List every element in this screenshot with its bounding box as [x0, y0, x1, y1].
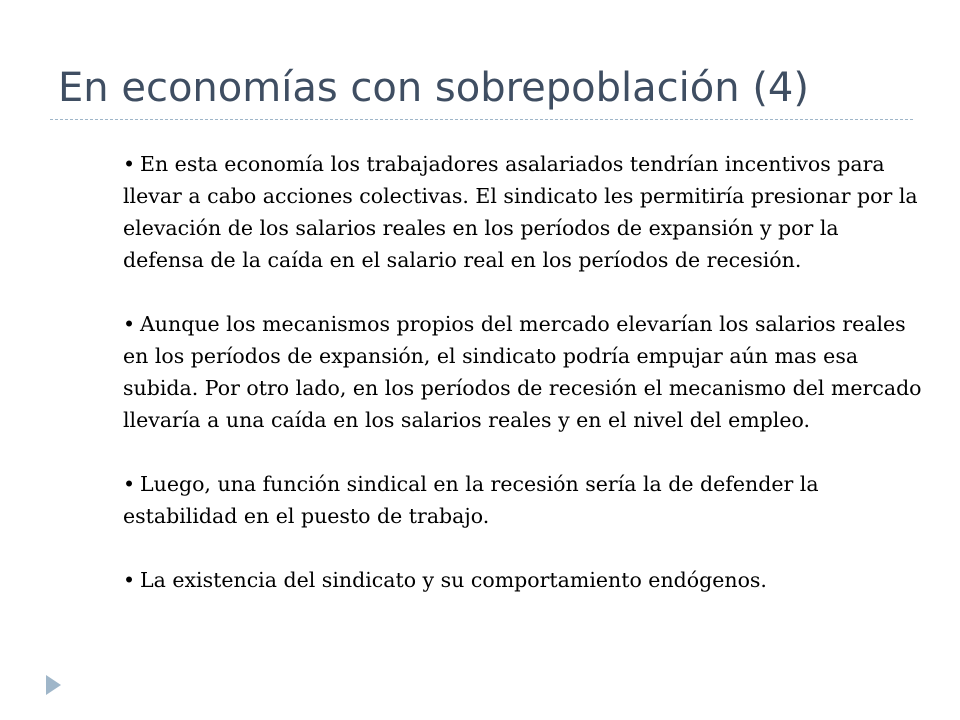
bullet-item: [123, 564, 923, 596]
bullet-marker: •: [123, 472, 136, 496]
slide-title: En economías con sobrepoblación (4): [58, 65, 809, 111]
bullet-marker: •: [123, 152, 136, 176]
bullet-text: Luego, una función sindical en la recesión sería la de defender la estabilidad en el puesto de trabajo.: [123, 472, 819, 528]
bullet-item: [123, 148, 923, 276]
bullet-text: La existencia del sindicato y su comportamiento endógenos.: [140, 568, 767, 592]
bullet-text: En esta economía los trabajadores asalariados tendrían incentivos para llevar a cabo acciones colectivas. El sindicato les permitiría presionar por la elevación de los salarios reales en los períodos de expansión y por la defensa de la caída en el salario real en los períodos de recesión.: [123, 152, 918, 272]
bullet-list: [123, 148, 923, 596]
bullet-item: [123, 308, 923, 436]
title-divider: [50, 119, 913, 120]
triangle-right-icon: [46, 675, 61, 695]
bullet-marker: •: [123, 312, 136, 336]
bullet-marker: •: [123, 568, 136, 592]
bullet-text: Aunque los mecanismos propios del mercado elevarían los salarios reales en los períodos de expansión, el sindicato podría empujar aún mas esa subida. Por otro lado, en los períodos de recesión el mecanismo del mercado llevaría a una caída en los salarios reales y en el nivel del empleo.: [123, 312, 922, 432]
bullet-item: [123, 468, 923, 532]
